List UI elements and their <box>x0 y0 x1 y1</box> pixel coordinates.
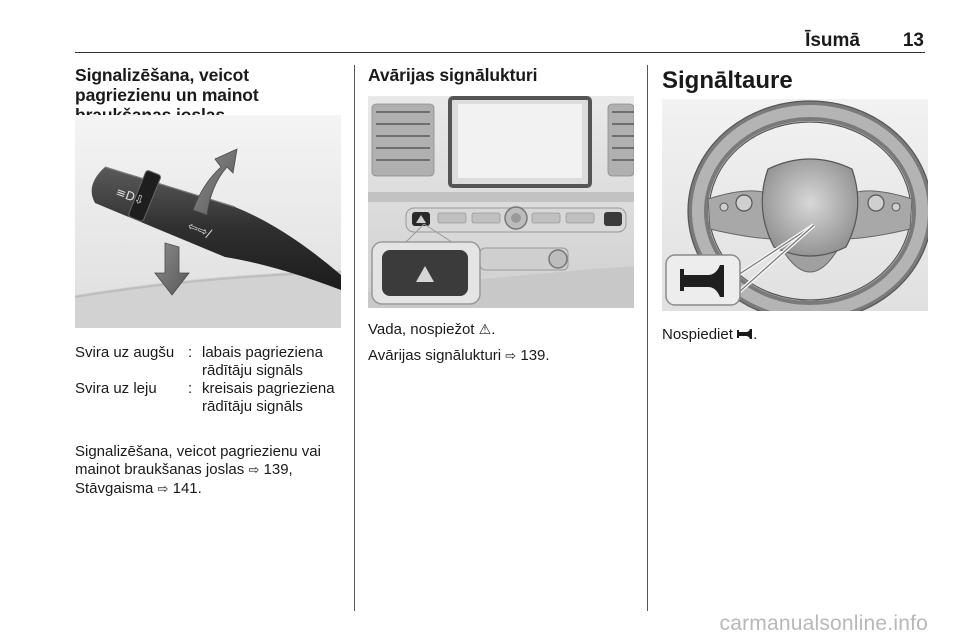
hazard-ref-text: Avārijas signālukturi <box>368 347 502 364</box>
turn-signal-references <box>75 443 341 507</box>
page-ref-arrow-icon: ⇨ <box>505 349 517 364</box>
hazard-warning-icon: ⚠ <box>478 322 492 338</box>
page-header-title: Īsumā <box>805 30 860 51</box>
horn-instruction: Nospiediet <box>662 326 733 343</box>
column-divider-1 <box>354 65 355 611</box>
hazard-instruction: Vada, nospiežot <box>368 321 475 338</box>
column-hazard-lights <box>368 65 634 364</box>
definition-desc-up: labais pagrieziena rādītāju signāls <box>202 344 323 379</box>
page-ref-link[interactable]: 139, <box>263 461 293 478</box>
lever-definition-list <box>75 344 341 416</box>
hazard-text: Vada, nospiežot ⚠. Avārijas signālukturi ⇨ 139. <box>368 321 550 364</box>
definition-desc-down: kreisais pagrieziena rādītāju signāls <box>202 380 335 415</box>
watermark: carmanualsonline.info <box>719 612 928 635</box>
header-rule <box>75 52 925 53</box>
definition-sep-down: : <box>188 380 193 397</box>
column-divider-2 <box>647 65 648 611</box>
horn-heading: Signāltaure <box>662 67 793 94</box>
column-turn-signals <box>75 65 341 497</box>
page-ref-arrow-icon: ⇨ <box>157 482 169 497</box>
hazard-heading: Avārijas signālukturi <box>368 65 538 85</box>
definition-term-up: Svira uz augšu <box>75 344 175 361</box>
horn-icon <box>737 328 753 340</box>
turn-signal-heading: Signalizēšana, veicot pagriezienu un mainot <box>75 65 259 105</box>
svg-text:⇦⇨/: ⇦⇨/ <box>185 218 214 241</box>
hazard-button-illustration <box>368 96 634 308</box>
turn-signal-ref-text: Signalizēšana, veicot pagriezienu vai mainot braukšanas joslas <box>75 443 321 478</box>
page-ref-arrow-icon: ⇨ <box>248 463 260 478</box>
steering-wheel-illustration <box>662 99 928 311</box>
definition-term-down: Svira uz leju <box>75 380 157 397</box>
page-number: 13 <box>902 30 924 51</box>
page-ref-link[interactable]: 141. <box>172 480 202 497</box>
horn-text: Nospiediet . <box>662 326 758 343</box>
page-ref-link[interactable]: 139. <box>520 347 550 364</box>
column-horn <box>662 65 928 343</box>
svg-text:≡D⇩: ≡D⇩ <box>113 184 147 208</box>
turn-signal-lever-illustration <box>75 115 341 328</box>
definition-sep-up: : <box>188 344 193 361</box>
parking-light-ref-text: Stāvgaisma <box>75 480 154 497</box>
